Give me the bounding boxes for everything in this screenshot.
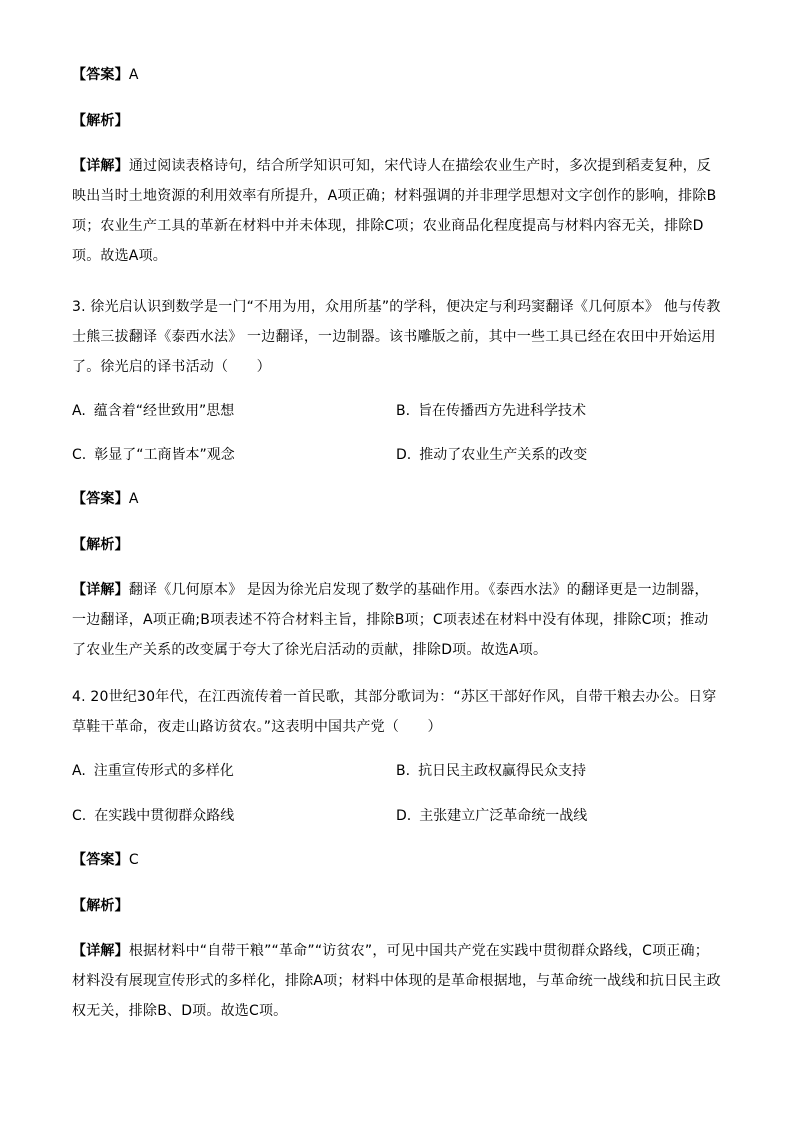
option-letter: C. bbox=[72, 808, 87, 824]
option-text: 注重宣传形式的多样化 bbox=[93, 763, 234, 779]
detail-label: 【详解】 bbox=[72, 158, 129, 174]
option-text: 推动了农业生产关系的改变 bbox=[419, 447, 588, 463]
detail-label: 【详解】 bbox=[72, 582, 129, 598]
q4-option-c[interactable] bbox=[72, 805, 234, 827]
q3-option-a[interactable] bbox=[72, 400, 234, 422]
answer-label: 【答案】 bbox=[72, 852, 129, 868]
q2-answer bbox=[72, 60, 722, 90]
q3-option-c[interactable] bbox=[72, 444, 235, 466]
q4-analysis bbox=[72, 891, 722, 921]
answer-value: A bbox=[128, 491, 139, 507]
answer-label: 【答案】 bbox=[72, 67, 129, 83]
q4-option-d[interactable] bbox=[396, 805, 587, 827]
q2-analysis bbox=[72, 106, 722, 136]
q3-stem: 3. 徐光启认识到数学是一门“不用为用，众用所基”的学科，便决定与利玛窦翻译《几何原本》 他与传教士熊三拔翻译《泰西水法》 一边翻译，一边制器。该书雕版之前，其中一些工具已经在农田中开始运用了。徐光启的译书活动（ ） bbox=[72, 299, 721, 375]
detail-text: 通过阅读表格诗句，结合所学知识可知，宋代诗人在描绘农业生产时，多次提到稻麦复种，反映出当时土地资源的利用效率有所提升，A项正确；材料强调的并非理学思想对文字创作的影响，排除B项；农业生产工具的革新在材料中并未体现，排除C项；农业商品化程度提高与材料内容无关，排除D项。故选A项。 bbox=[72, 158, 717, 264]
q3-analysis bbox=[72, 530, 722, 560]
q2-detail bbox=[72, 151, 722, 271]
option-letter: B. bbox=[396, 403, 411, 419]
q4-option-a[interactable] bbox=[72, 760, 234, 782]
analysis-label: 【解析】 bbox=[72, 113, 129, 129]
q4-option-b[interactable] bbox=[396, 760, 586, 782]
answer-value: A bbox=[128, 67, 139, 83]
answer-label: 【答案】 bbox=[72, 491, 129, 507]
q3-option-d[interactable] bbox=[396, 444, 587, 466]
option-text: 抗日民主政权赢得民众支持 bbox=[418, 763, 587, 779]
option-text: 彰显了“工商皆本”观念 bbox=[94, 447, 235, 463]
option-text: 主张建立广泛革命统一战线 bbox=[419, 808, 588, 824]
answer-value: C bbox=[128, 852, 139, 868]
option-letter: D. bbox=[396, 447, 412, 463]
option-letter: D. bbox=[396, 808, 412, 824]
option-text: 在实践中贯彻群众路线 bbox=[94, 808, 235, 824]
q3-answer bbox=[72, 484, 722, 514]
q4-answer bbox=[72, 845, 722, 875]
detail-text: 根据材料中“自带干粮”“革命”“访贫农”，可见中国共产党在实践中贯彻群众路线，C项正确；材料没有展现宣传形式的多样化，排除A项；材料中体现的是革命根据地，与革命统一战线和抗日民主政权无关，排除B、D项。故选C项。 bbox=[72, 943, 721, 1019]
option-letter: C. bbox=[72, 447, 87, 463]
option-letter: A. bbox=[72, 763, 86, 779]
analysis-label: 【解析】 bbox=[72, 537, 129, 553]
q3-option-b[interactable] bbox=[396, 400, 586, 422]
detail-text: 翻译《几何原本》 是因为徐光启发现了数学的基础作用。《泰西水法》的翻译更是一边制器，一边翻译，A项正确;B项表述不符合材料主旨，排除B项；C项表述在材料中没有体现，排除C项；推动了农业生产关系的改变属于夸大了徐光启活动的贡献，排除D项。故选A项。 bbox=[72, 582, 709, 658]
q4-stem: 4. 20世纪30年代，在江西流传着一首民歌，其部分歌词为：“苏区干部好作风，自带干粮去办公。日穿草鞋干革命，夜走山路访贫农。”这表明中国共产党（ ） bbox=[72, 689, 717, 735]
option-letter: A. bbox=[72, 403, 86, 419]
option-text: 旨在传播西方先进科学技术 bbox=[418, 403, 587, 419]
q3-detail bbox=[72, 575, 722, 665]
detail-label: 【详解】 bbox=[72, 943, 129, 959]
analysis-label: 【解析】 bbox=[72, 898, 129, 914]
option-text: 蕴含着“经世致用”思想 bbox=[93, 403, 235, 419]
q4-detail bbox=[72, 936, 722, 1026]
option-letter: B. bbox=[396, 763, 411, 779]
